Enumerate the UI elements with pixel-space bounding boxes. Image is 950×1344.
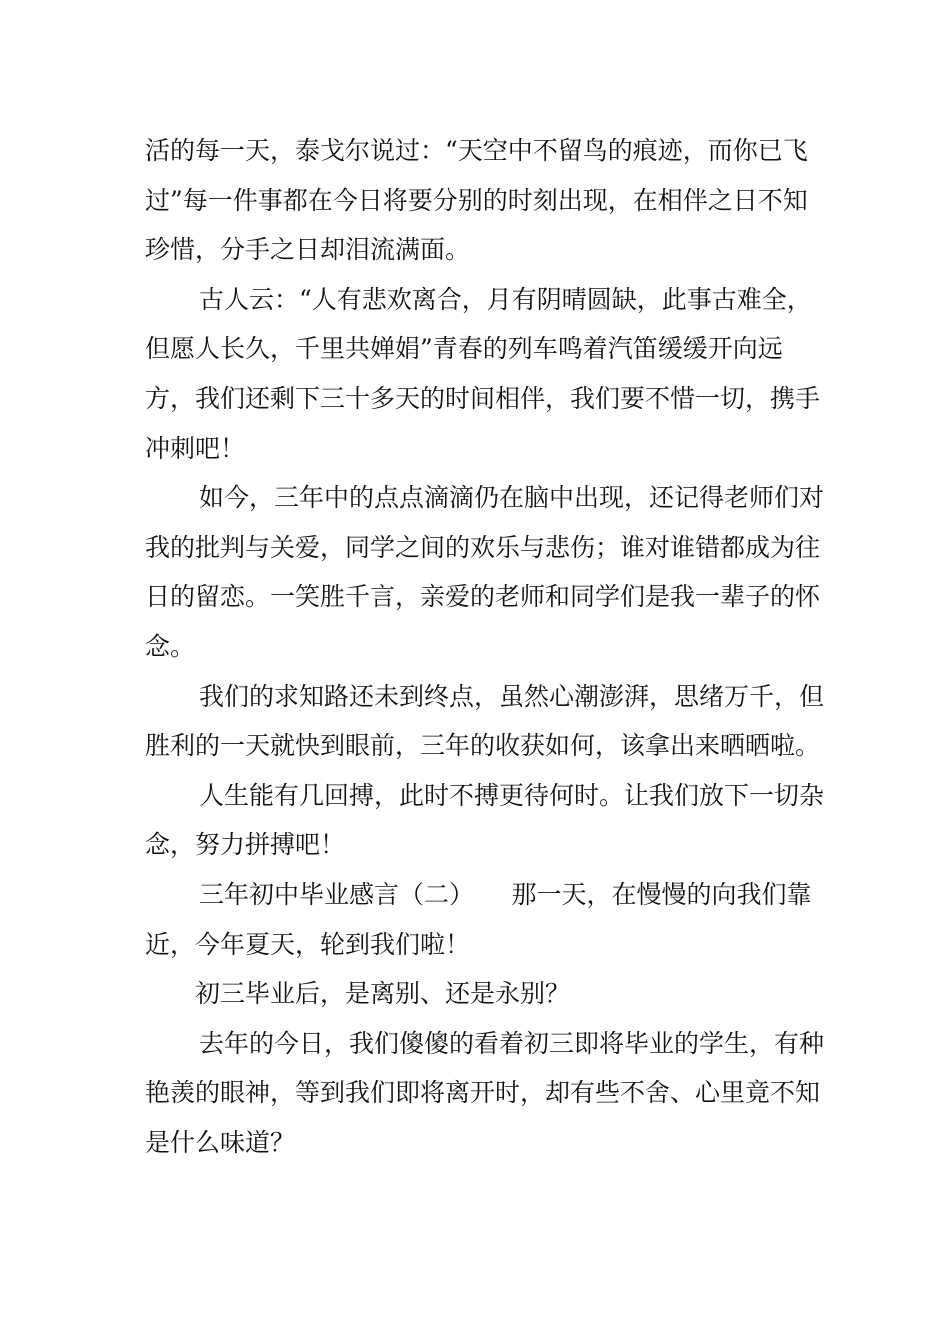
paragraph-strive: 人生能有几回搏，此时不搏更待何时。让我们放下一切杂念，努力拼搏吧！ bbox=[145, 780, 825, 860]
paragraph-knowledge-road: 我们的求知路还未到终点，虽然心潮澎湃，思绪万千，但胜利的一天就快到眼前，三年的收获如何，该拿出来晒晒啦。 bbox=[145, 681, 825, 761]
paragraph-question: 初三毕业后，是离别、还是永别？ bbox=[195, 979, 571, 1009]
document-body bbox=[145, 126, 825, 1167]
paragraph-continuation: 活的每一天，泰戈尔说过：“天空中不留鸟的痕迹，而你已飞过”每一件事都在今日将要分别的时刻出现，在相伴之日不知珍惜，分手之日却泪流满面。 bbox=[145, 136, 808, 265]
paragraph-section-two: 三年初中毕业感言（二） 那一天，在慢慢的向我们靠近，今年夏天，轮到我们啦！ bbox=[145, 879, 812, 959]
paragraph-last-year: 去年的今日，我们傻傻的看着初三即将毕业的学生，有种艳羡的眼神，等到我们即将离开时，却有些不舍、心里竟不知是什么味道？ bbox=[145, 1028, 825, 1157]
paragraph-ancient-saying: 古人云：“人有悲欢离合，月有阴晴圆缺，此事古难全，但愿人长久，千里共婵娟”青春的列车鸣着汽笛缓缓开向远方，我们还剩下三十多天的时间相伴，我们要不惜一切，携手冲刺吧！ bbox=[145, 284, 821, 463]
paragraph-memories: 如今，三年中的点点滴滴仍在脑中出现，还记得老师们对我的批判与关爱，同学之间的欢乐与悲伤；谁对谁错都成为往日的留恋。一笑胜千言，亲爱的老师和同学们是我一辈子的怀念。 bbox=[145, 483, 825, 661]
